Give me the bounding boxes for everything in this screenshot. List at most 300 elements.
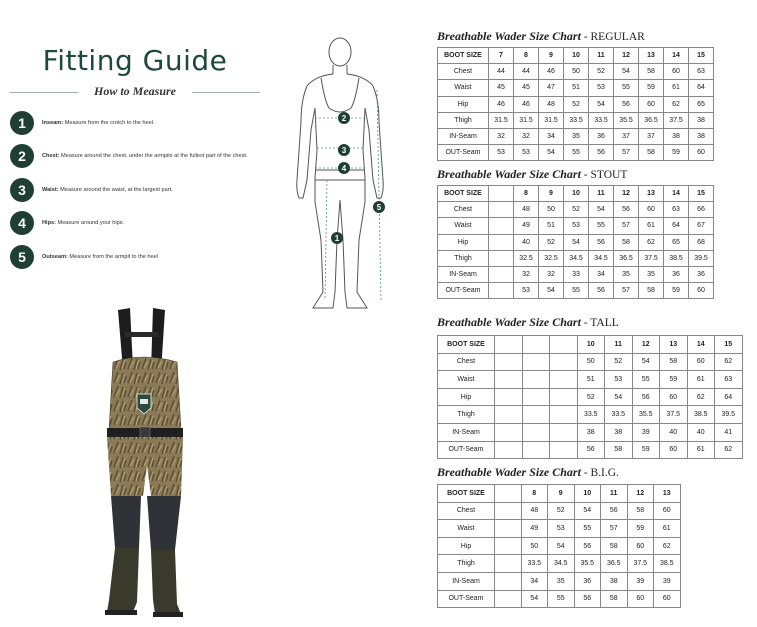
table-cell: 68: [689, 234, 714, 250]
table-row: [438, 145, 714, 161]
table-cell: [495, 423, 523, 441]
table-cell: 47: [539, 80, 564, 96]
table-cell: 32.5: [539, 250, 564, 266]
table-cell: [495, 441, 523, 459]
table-cell: 11: [589, 186, 614, 202]
table-cell: 55: [632, 371, 660, 389]
table-cell: 54: [574, 502, 601, 520]
table-cell: 61: [654, 520, 681, 538]
table-cell: 48: [539, 96, 564, 112]
table-cell: 61: [639, 218, 664, 234]
table-cell: 67: [689, 218, 714, 234]
table-cell: 41: [715, 423, 743, 441]
row-label-cell: BOOT SIZE: [438, 186, 489, 202]
table-cell: 62: [715, 441, 743, 459]
table-cell: 10: [564, 48, 589, 64]
table-row: [438, 371, 743, 389]
table-cell: 35.5: [614, 112, 639, 128]
table-cell: [489, 250, 514, 266]
table-cell: 34.5: [564, 250, 589, 266]
table-cell: 53: [548, 520, 575, 538]
size-chart-table: [437, 484, 681, 608]
table-cell: 58: [639, 64, 664, 80]
table-cell: 15: [715, 336, 743, 354]
table-cell: 58: [639, 145, 664, 161]
table-cell: [522, 406, 550, 424]
table-cell: 55: [614, 80, 639, 96]
table-cell: 37: [639, 128, 664, 144]
table-cell: 66: [689, 202, 714, 218]
table-cell: 38: [689, 128, 714, 144]
step-description: Measure from the crotch to the heel.: [63, 119, 155, 126]
table-row: [438, 590, 681, 608]
row-label-cell: Waist: [438, 520, 495, 538]
table-cell: 52: [539, 234, 564, 250]
step-text: [42, 120, 155, 127]
row-label-cell: Thigh: [438, 112, 489, 128]
table-cell: 34: [589, 266, 614, 282]
table-cell: 60: [654, 502, 681, 520]
table-cell: 11: [601, 485, 628, 503]
table-cell: 54: [564, 234, 589, 250]
table-cell: 56: [589, 283, 614, 299]
table-cell: 39.5: [715, 406, 743, 424]
table-cell: 15: [689, 48, 714, 64]
table-cell: 35.5: [574, 555, 601, 573]
table-row: [438, 353, 743, 371]
table-cell: 33: [564, 266, 589, 282]
table-cell: 35.5: [632, 406, 660, 424]
table-cell: 60: [664, 64, 689, 80]
table-cell: 40: [660, 423, 688, 441]
step-number: 2: [10, 144, 34, 168]
size-chart-title-main: Breathable Wader Size Chart: [437, 167, 581, 181]
table-cell: 39: [654, 572, 681, 590]
table-cell: 56: [589, 145, 614, 161]
table-cell: 14: [664, 48, 689, 64]
figure-markers: [331, 112, 385, 244]
table-cell: 40: [687, 423, 715, 441]
table-row: [438, 80, 714, 96]
table-cell: 38.5: [687, 406, 715, 424]
table-cell: 60: [639, 96, 664, 112]
table-row: [438, 128, 714, 144]
table-cell: 61: [664, 80, 689, 96]
table-cell: 32: [539, 266, 564, 282]
table-cell: 59: [627, 520, 654, 538]
table-cell: 39: [632, 423, 660, 441]
table-cell: 50: [564, 64, 589, 80]
table-cell: 49: [521, 520, 548, 538]
table-cell: 13: [639, 186, 664, 202]
size-chart-title: [437, 29, 645, 44]
row-label-cell: Hip: [438, 537, 495, 555]
table-cell: [522, 388, 550, 406]
table-row: [438, 406, 743, 424]
table-cell: 10: [577, 336, 605, 354]
step-label: Outseam:: [42, 253, 68, 260]
table-header-row: [438, 336, 743, 354]
size-chart-title-main: Breathable Wader Size Chart: [437, 29, 581, 43]
marker-label: 4: [341, 164, 347, 173]
table-cell: 59: [632, 441, 660, 459]
table-cell: 9: [539, 48, 564, 64]
row-label-cell: IN-Seam: [438, 572, 495, 590]
row-label-cell: Thigh: [438, 555, 495, 573]
table-cell: 38: [601, 572, 628, 590]
table-cell: 37.5: [660, 406, 688, 424]
table-cell: 56: [589, 234, 614, 250]
table-cell: 63: [689, 64, 714, 80]
table-cell: 55: [564, 145, 589, 161]
row-label-cell: Waist: [438, 371, 495, 389]
table-cell: 38: [689, 112, 714, 128]
step-number: 1: [10, 111, 34, 135]
table-row: [438, 502, 681, 520]
table-cell: 36: [689, 266, 714, 282]
table-cell: [489, 266, 514, 282]
table-cell: 13: [660, 336, 688, 354]
row-label-cell: OUT-Seam: [438, 145, 489, 161]
size-chart-title: [437, 167, 627, 182]
table-cell: 58: [605, 441, 633, 459]
table-cell: 12: [614, 48, 639, 64]
table-cell: [495, 590, 522, 608]
size-chart-title-variant: - REGULAR: [580, 31, 645, 43]
table-cell: [522, 371, 550, 389]
table-cell: [495, 485, 522, 503]
step-description: Measure around the waist, at the largest part.: [58, 186, 173, 193]
row-label-cell: IN-Seam: [438, 266, 489, 282]
step-label: Chest:: [42, 152, 60, 159]
table-row: [438, 537, 681, 555]
table-cell: 31.5: [489, 112, 514, 128]
table-cell: 54: [614, 64, 639, 80]
table-header-row: [438, 48, 714, 64]
table-row: [438, 572, 681, 590]
size-chart-title: [437, 315, 619, 330]
table-cell: [495, 520, 522, 538]
row-label-cell: Thigh: [438, 406, 495, 424]
table-cell: 52: [577, 388, 605, 406]
table-cell: 62: [664, 96, 689, 112]
table-cell: 63: [664, 202, 689, 218]
table-cell: 37.5: [664, 112, 689, 128]
table-cell: 55: [564, 283, 589, 299]
table-row: [438, 423, 743, 441]
step-description: Measure around the chest, under the armpits at the fullest part of the chest.: [59, 152, 248, 159]
table-cell: [495, 353, 523, 371]
step-number: 5: [10, 245, 34, 269]
table-cell: 33.5: [605, 406, 633, 424]
marker-label: 3: [341, 146, 347, 155]
table-cell: [489, 202, 514, 218]
table-cell: 10: [564, 186, 589, 202]
table-row: [438, 218, 714, 234]
table-cell: [489, 234, 514, 250]
table-cell: 50: [539, 202, 564, 218]
table-cell: 36: [589, 128, 614, 144]
table-row: [438, 283, 714, 299]
table-cell: 55: [589, 218, 614, 234]
table-cell: 36: [664, 266, 689, 282]
step-number: 4: [10, 211, 34, 235]
size-chart-title: [437, 465, 619, 480]
marker-label: 2: [341, 114, 347, 123]
table-cell: 56: [574, 537, 601, 555]
table-cell: 60: [689, 145, 714, 161]
table-cell: 64: [664, 218, 689, 234]
table-cell: 13: [654, 485, 681, 503]
table-cell: [522, 336, 550, 354]
table-cell: 44: [514, 64, 539, 80]
table-cell: 14: [664, 186, 689, 202]
table-cell: 48: [521, 502, 548, 520]
table-row: [438, 441, 743, 459]
table-row: [438, 520, 681, 538]
table-cell: 60: [660, 441, 688, 459]
step-inseam: [10, 110, 260, 136]
table-cell: 62: [715, 353, 743, 371]
table-cell: 37.5: [639, 250, 664, 266]
table-cell: 52: [564, 96, 589, 112]
table-cell: 32: [489, 128, 514, 144]
table-cell: 32.5: [514, 250, 539, 266]
table-cell: 52: [589, 64, 614, 80]
row-label-cell: BOOT SIZE: [438, 485, 495, 503]
table-cell: 48: [514, 202, 539, 218]
table-cell: 58: [601, 590, 628, 608]
size-chart-title-variant: - TALL: [580, 317, 619, 329]
table-cell: 56: [614, 96, 639, 112]
table-cell: [550, 371, 578, 389]
table-cell: 12: [614, 186, 639, 202]
table-cell: 53: [489, 145, 514, 161]
step-outseam: [10, 244, 260, 270]
table-cell: 58: [614, 234, 639, 250]
table-cell: 52: [564, 202, 589, 218]
table-cell: 46: [539, 64, 564, 80]
table-cell: 57: [614, 218, 639, 234]
table-cell: 35: [548, 572, 575, 590]
table-cell: 64: [689, 80, 714, 96]
step-label: Waist:: [42, 186, 59, 193]
table-cell: 50: [577, 353, 605, 371]
table-cell: [522, 423, 550, 441]
row-label-cell: OUT-Seam: [438, 590, 495, 608]
table-cell: 31.5: [514, 112, 539, 128]
guide-subtitle-row: [10, 84, 260, 100]
table-cell: 10: [574, 485, 601, 503]
table-cell: [550, 406, 578, 424]
step-chest: [10, 143, 260, 169]
table-cell: 60: [654, 590, 681, 608]
row-label-cell: Thigh: [438, 250, 489, 266]
table-cell: [489, 283, 514, 299]
table-cell: 56: [577, 441, 605, 459]
table-cell: 53: [589, 80, 614, 96]
table-cell: 11: [605, 336, 633, 354]
table-cell: [489, 218, 514, 234]
step-text: [42, 187, 173, 194]
table-cell: 33.5: [589, 112, 614, 128]
table-cell: [522, 353, 550, 371]
table-cell: 13: [639, 48, 664, 64]
table-cell: 58: [627, 502, 654, 520]
table-cell: 38: [605, 423, 633, 441]
table-row: [438, 266, 714, 282]
step-description: Measure from the armpit to the heel: [67, 253, 158, 260]
step-number: 3: [10, 178, 34, 202]
step-hips: [10, 210, 260, 236]
table-cell: 36.5: [601, 555, 628, 573]
table-cell: 54: [589, 202, 614, 218]
table-cell: [495, 537, 522, 555]
table-cell: 31.5: [539, 112, 564, 128]
table-cell: 53: [514, 145, 539, 161]
row-label-cell: Waist: [438, 218, 489, 234]
marker-label: 1: [334, 234, 340, 243]
row-label-cell: Chest: [438, 64, 489, 80]
table-row: [438, 555, 681, 573]
measurement-figure: [285, 30, 395, 320]
row-label-cell: OUT-Seam: [438, 283, 489, 299]
table-cell: 59: [639, 80, 664, 96]
table-cell: 15: [689, 186, 714, 202]
table-cell: [495, 406, 523, 424]
table-cell: 44: [489, 64, 514, 80]
table-cell: 51: [539, 218, 564, 234]
step-description: Measure around your hips.: [55, 219, 125, 226]
table-cell: 33.5: [577, 406, 605, 424]
table-row: [438, 250, 714, 266]
table-cell: 37.5: [627, 555, 654, 573]
marker-label: 5: [376, 203, 382, 212]
table-cell: 53: [605, 371, 633, 389]
table-cell: 61: [687, 441, 715, 459]
table-cell: 7: [489, 48, 514, 64]
table-cell: [550, 423, 578, 441]
table-cell: 38.5: [654, 555, 681, 573]
table-cell: 56: [614, 202, 639, 218]
table-cell: 46: [489, 96, 514, 112]
table-cell: 58: [639, 283, 664, 299]
size-chart-table: [437, 335, 743, 459]
row-label-cell: IN-Seam: [438, 128, 489, 144]
table-cell: 49: [514, 218, 539, 234]
table-cell: 34.5: [548, 555, 575, 573]
table-cell: 38.5: [664, 250, 689, 266]
table-cell: 52: [548, 502, 575, 520]
table-cell: 54: [589, 96, 614, 112]
guide-title: Fitting Guide: [42, 44, 228, 77]
step-text: [42, 220, 124, 227]
table-cell: [495, 555, 522, 573]
table-cell: 60: [687, 353, 715, 371]
table-cell: 59: [664, 283, 689, 299]
table-cell: [550, 441, 578, 459]
table-cell: 33.5: [564, 112, 589, 128]
table-cell: [495, 371, 523, 389]
table-cell: 62: [654, 537, 681, 555]
table-cell: 46: [514, 96, 539, 112]
row-label-cell: Hip: [438, 234, 489, 250]
table-cell: 36: [574, 572, 601, 590]
size-chart-title-variant: - STOUT: [580, 169, 628, 181]
table-cell: 63: [715, 371, 743, 389]
table-cell: [489, 186, 514, 202]
table-cell: 36.5: [614, 250, 639, 266]
table-cell: 50: [521, 537, 548, 555]
table-cell: 35: [639, 266, 664, 282]
table-cell: 58: [660, 353, 688, 371]
table-cell: 56: [601, 502, 628, 520]
table-cell: 64: [715, 388, 743, 406]
table-row: [438, 388, 743, 406]
table-cell: 57: [614, 283, 639, 299]
table-cell: [495, 388, 523, 406]
table-cell: 62: [687, 388, 715, 406]
table-cell: 56: [574, 590, 601, 608]
wader-illustration: [85, 300, 215, 620]
wader-product-image: [85, 300, 215, 620]
table-cell: [495, 502, 522, 520]
row-label-cell: BOOT SIZE: [438, 336, 495, 354]
row-label-cell: Chest: [438, 502, 495, 520]
table-cell: 55: [548, 590, 575, 608]
table-header-row: [438, 485, 681, 503]
table-cell: 12: [627, 485, 654, 503]
table-cell: [495, 336, 523, 354]
table-cell: 37: [614, 128, 639, 144]
table-cell: 36.5: [639, 112, 664, 128]
table-cell: 57: [601, 520, 628, 538]
table-cell: 54: [632, 353, 660, 371]
table-cell: 65: [689, 96, 714, 112]
table-cell: 53: [564, 218, 589, 234]
table-cell: 14: [687, 336, 715, 354]
size-chart-title-main: Breathable Wader Size Chart: [437, 315, 581, 329]
table-cell: 45: [514, 80, 539, 96]
size-chart-title-main: Breathable Wader Size Chart: [437, 465, 581, 479]
table-cell: 39: [627, 572, 654, 590]
table-row: [438, 234, 714, 250]
table-cell: 54: [548, 537, 575, 555]
table-cell: 45: [489, 80, 514, 96]
table-row: [438, 202, 714, 218]
row-label-cell: BOOT SIZE: [438, 48, 489, 64]
table-cell: 32: [514, 266, 539, 282]
table-row: [438, 96, 714, 112]
table-cell: 8: [521, 485, 548, 503]
table-cell: 54: [539, 145, 564, 161]
table-cell: 38: [577, 423, 605, 441]
table-cell: 34: [539, 128, 564, 144]
table-cell: 51: [577, 371, 605, 389]
table-cell: [550, 388, 578, 406]
table-cell: 54: [521, 590, 548, 608]
table-cell: 54: [605, 388, 633, 406]
table-cell: 8: [514, 186, 539, 202]
row-label-cell: OUT-Seam: [438, 441, 495, 459]
table-cell: 34.5: [589, 250, 614, 266]
table-cell: 35: [614, 266, 639, 282]
body-outline: [285, 30, 395, 320]
table-cell: 54: [539, 283, 564, 299]
table-cell: [495, 572, 522, 590]
table-cell: 9: [539, 186, 564, 202]
table-cell: 60: [660, 388, 688, 406]
